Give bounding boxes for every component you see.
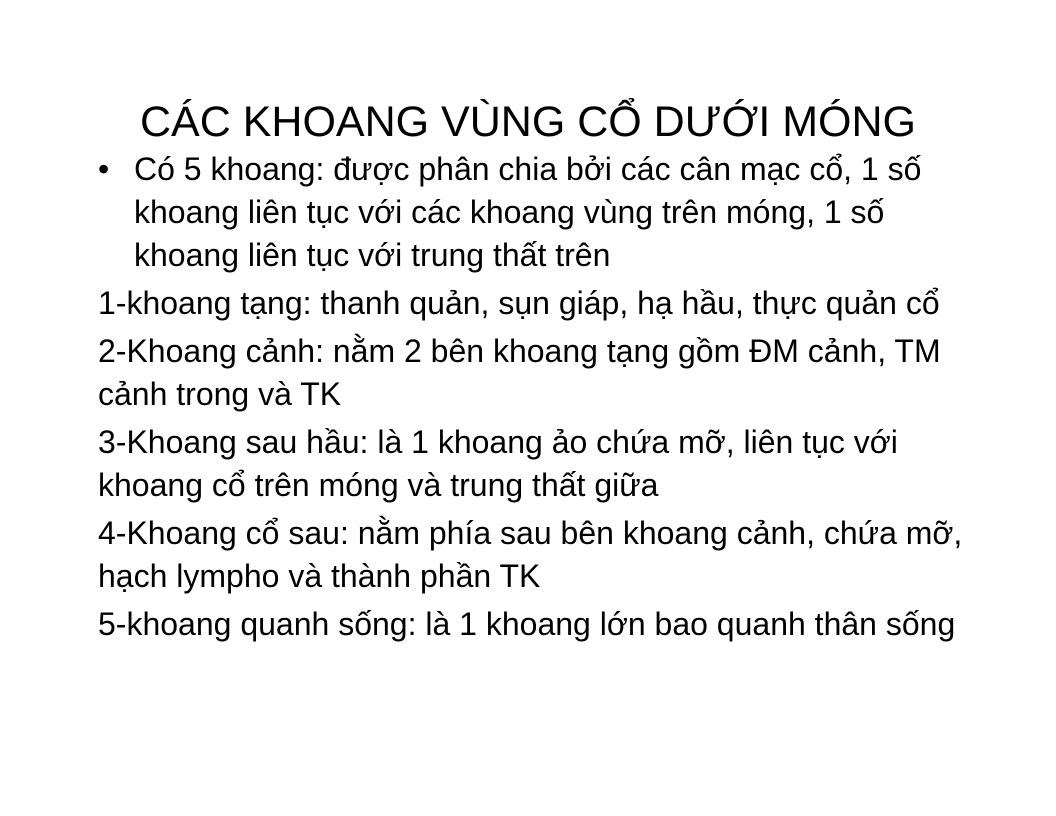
slide-title: CÁC KHOANG VÙNG CỔ DƯỚI MÓNG	[140, 98, 916, 146]
bullet-icon: •	[98, 151, 110, 187]
list-item-posterior-cervical-space: 4-Khoang cổ sau: nằm phía sau bên khoang cảnh, chứa mỡ, hạch lympho và thành phần TK	[98, 515, 963, 594]
bullet-text: Có 5 khoang: được phân chia bởi các cân mạc cổ, 1 số khoang liên tục với các khoang vùng trên móng, 1 số khoang liên tục với trung thất trên	[134, 151, 922, 273]
list-item-retropharyngeal-space: 3-Khoang sau hầu: là 1 khoang ảo chứa mỡ, liên tục với khoang cổ trên móng và trung thất giữa	[98, 424, 898, 503]
list-item-carotid-space: 2-Khoang cảnh: nằm 2 bên khoang tạng gồm ĐM cảnh, TM cảnh trong và TK	[98, 333, 941, 412]
bullet-item	[98, 148, 998, 277]
slide-content	[98, 148, 998, 651]
list-item-visceral-space: 1-khoang tạng: thanh quản, sụn giáp, hạ hầu, thực quản cổ	[98, 285, 940, 321]
list-item-perivertebral-space: 5-khoang quanh sống: là 1 khoang lớn bao quanh thân sống	[98, 606, 956, 642]
